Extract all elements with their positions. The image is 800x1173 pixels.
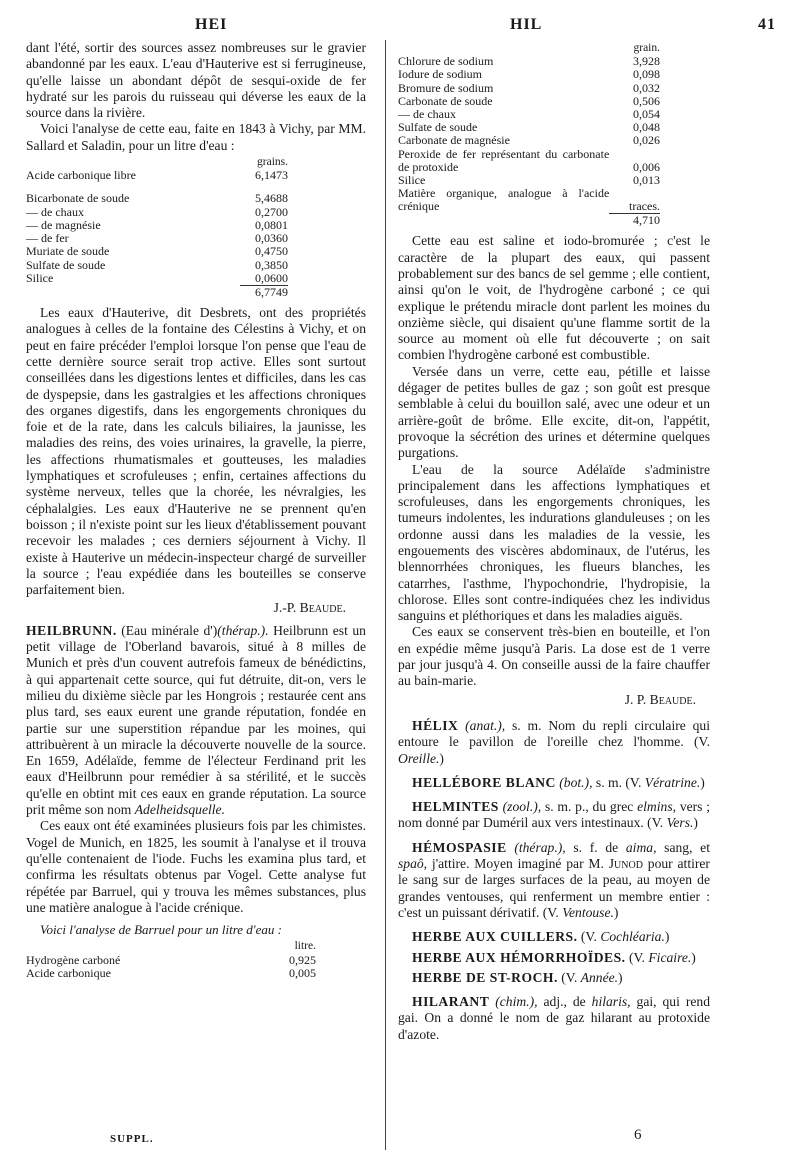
analysis-total: 4,710 xyxy=(609,214,660,228)
barruel-analysis-heading: Voici l'analyse de Barruel pour un litre d'eau : xyxy=(40,922,282,938)
heilbrunn-para-6: Ces eaux se conservent très-bien en bouteille, et l'on en expédie même jusqu'à Paris. La dose est de 1 verre par jour jusqu'à 4. On conseille aussi de la faire chauffer au bain-marie. xyxy=(398,624,710,689)
entry-heilbrunn: HEILBRUNN. (Eau minérale d')(thérap.). Heilbrunn est un petit village de l'Oberland bavarois, situé à 8 milles de Munich et près d'un couvent autrefois fameux de bénédictins, à qui appartenait cette source, qui fut détruite, dit-on, vers le milieu du dixième siècle par les Hongrois ; restaurée cent ans plus tard, ses eaux eurent une grande réputation, fondée en partie sur une superstition répandue par les moines, qui attribuèrent à un miracle la découverte nouvelle de la source. En 1659, Adélaïde, femme de l'électeur Ferdinand prit les eaux d'Heilbrunn pour remédier à sa stérilité, et le succès qu'elle en obtint mit ces eaux en grande réputation. La source prit même son nom Adelheidsquelle. xyxy=(26,622,366,818)
entry-hemospasie: HÉMOSPASIE (thérap.), s. f. de aima, sang, et spaô, j'attire. Moyen imaginé par M. Junod pour attirer le sang sur de larges surfaces de la peau, au moyen de grandes ventouses, qui renferment un membre entier : c'est un puissant dérivatif. (V. Ventouse.) xyxy=(398,839,710,920)
analysis-row: — de chaux 0,054 xyxy=(398,107,660,122)
barruel-analysis-table xyxy=(26,940,316,980)
headword: HEILBRUNN. xyxy=(26,622,117,638)
footer-signature-mark: SUPPL. xyxy=(110,1133,154,1145)
hauterive-para-3: Les eaux d'Hauterive, dit Desbrets, ont des propriétés analogues à celles de la fontaine des Célestins à Vichy, et on peut en faire précéder l'emploi lorsque l'on pense que l'eau de cette dernière source serait trop active. Elles sont surtout conseillées dans les digestions lentes et difficiles, dans les cas de dyspepsie, dans les gastralgies et les affections chroniques des organes digestifs, dans les engorgements chroniques du foie et de la rate, dans les calculs biliaires, la jaunisse, les maladies des reins, des voies urinaires, la gravelle, la pierre, les affections rhumatismales et goutteuses, les maladies lymphatiques et scrofuleuses ; enfin, certaines affections du système nerveux, telles que la chorée, les névralgies, les céphalalgies. Les eaux d'Hauterive ne se prennent qu'en boisson ; il n'existe point sur les lieux d'établissement pouvant recevoir les malades ; ces derniers séjournent à Vichy. Il existe à Hauterive un médecin-inspecteur chargé de surveiller la source ; l'eau expédiée dans les bouteilles se conserve parfaitement bien. xyxy=(26,305,366,598)
heilbrunn-para-4: Versée dans un verre, cette eau, pétille et laisse dégager de petites bulles de gaz ; son goût est presque semblable à celui du bouillon salé, avec une odeur et un arrière-goût de brôme. Elle excite, dit-on, l'appétit, provoque la sécrétion des urines et détermine quelques purgations. xyxy=(398,363,710,461)
entry-herbe-de-st-roch: HERBE DE ST-ROCH. (V. Année.) xyxy=(412,969,623,985)
hauterive-para-1: dant l'été, sortir des sources assez nombreuses sur le gravier abandonné par les eaux. L'eau d'Hauterive est si ferrugineuse, qu'elle laisse un abondant dépôt de sesqui-oxide de fer hydraté sur les parois du ruisseau qui déverse les eaux de la source dans la rivière. xyxy=(26,40,366,121)
hauterive-para-2: Voici l'analyse de cette eau, faite en 1843 à Vichy, par MM. Sallard et Saladin, pour un litre d'eau : xyxy=(26,121,366,153)
analysis-row: Matière organique, analogue à l'acide crénique traces. xyxy=(398,186,660,214)
analysis-row: Carbonate de soude 0,506 xyxy=(398,93,660,108)
signature: J. P. Beaude. xyxy=(624,691,696,707)
analysis-row: Bromure de sodium 0,032 xyxy=(398,80,660,95)
footer-number: 6 xyxy=(634,1127,642,1143)
running-head-left: HEI xyxy=(195,16,228,33)
analysis-row: — de magnésie 0,0801 xyxy=(26,217,288,232)
analysis-row: Iodure de sodium 0,098 xyxy=(398,67,660,82)
analysis-row: Muriate de soude 0,4750 xyxy=(26,244,288,259)
analysis-row: Acide carbonique 0,005 xyxy=(26,965,316,980)
running-head-middle: HIL xyxy=(510,16,543,33)
entry-hellebore-blanc: HELLÉBORE BLANC (bot.), s. m. (V. Vératrine.) xyxy=(412,774,705,790)
unit-label: litre. xyxy=(294,940,316,953)
analysis-row: Hydrogène carboné 0,925 xyxy=(26,952,316,967)
unit-label: grains. xyxy=(257,156,288,169)
analysis-total: 6,7749 xyxy=(240,285,288,299)
heilbrunn-para-2: Ces eaux ont été examinées plusieurs fois par les chimistes. Vogel de Munich, en 1825, les soumit à l'analyse et il trouva qu'elle contenaient de l'iode. Fuchs les examina plus tard, et confirma les résultats obtenus par Vogel. Cette analyse fut répétée par Barruel, qui y trouva les mêmes substances, plus une matière analogue à l'acide crénique. xyxy=(26,818,366,915)
analysis-row: — de chaux 0,2700 xyxy=(26,204,288,219)
analysis-row: Chlorure de sodium 3,928 xyxy=(398,54,660,69)
analysis-row: Carbonate de magnésie 0,026 xyxy=(398,133,660,148)
analysis-row: Silice 0,013 xyxy=(398,173,660,188)
analysis-row: Acide carbonique libre 6,1473 xyxy=(26,168,288,183)
analysis-row: Bicarbonate de soude 5,4688 xyxy=(26,191,288,206)
analysis-row: Silice 0,0600 xyxy=(26,270,288,285)
heilbrunn-para-5: L'eau de la source Adélaïde s'administre principalement dans les affections lymphatiques et scrofuleuses, dans les engorgements chroniques, les tumeurs indolentes, les indurations glanduleuses ; on les ordonne aussi dans les maladies de la vessie, les engouements des viscères abdominaux, de l'utérus, les blennorrhées chroniques, les flueurs blanches, les catarrhes, l'asthme, l'hypochondrie, l'hydropisie, la chlorose. Elles sont contre-indiquées chez les individus sanguins et pléthoriques et dans les maladies aiguës. xyxy=(398,461,710,624)
analysis-row: — de fer 0,0360 xyxy=(26,231,288,246)
column-divider xyxy=(385,40,386,1150)
analysis-row: Sulfate de soude 0,3850 xyxy=(26,257,288,272)
entry-helix: HÉLIX (anat.), s. m. Nom du repli circulaire qui entoure le pavillon de l'oreille chez l'homme. (V. Oreille.) xyxy=(398,717,710,766)
hauterive-analysis-table xyxy=(26,156,288,299)
left-column xyxy=(26,40,366,986)
entry-herbe-aux-hemorrhoides: HERBE AUX HÉMORRHOÏDES. (V. Ficaire.) xyxy=(412,949,696,965)
entry-hilarant: HILARANT (chim.), adj., de hilaris, gai, qui rend gai. On a donné le nom de gaz hilarant au protoxide d'azote. xyxy=(398,994,710,1042)
entry-herbe-aux-cuillers: HERBE AUX CUILLERS. (V. Cochléaria.) xyxy=(412,929,670,945)
heilbrunn-analysis-table xyxy=(398,42,660,227)
analysis-row: Peroxide de fer représentant du carbonate de protoxide 0,006 xyxy=(398,146,660,174)
entry-helmintes: HELMINTES (zool.), s. m. p., du grec elmins, vers ; nom donné par Duméril aux vers intestinaux. (V. Vers.) xyxy=(398,799,711,831)
unit-label: grain. xyxy=(633,42,660,54)
right-column xyxy=(398,40,710,1043)
signature: J.-P. Beaude. xyxy=(273,600,346,616)
page-number: 41 xyxy=(758,16,776,33)
heilbrunn-para-3: Cette eau est saline et iodo-bromurée ; c'est le caractère de la plupart des eaux, qui passent probablement sur des bancs de sel gemme ; elle contient, ainsi qu'on le voit, de l'hydrogène carboné ; ce qui explique le prétendu miracle dont parlent les moines du onzième siècle, qui disaient qu'une flamme sortit de la source au moment où elle fut découverte ; on sait combien l'hydrogène carboné est combustible. xyxy=(398,233,710,363)
analysis-row: Sulfate de soude 0,048 xyxy=(398,120,660,135)
